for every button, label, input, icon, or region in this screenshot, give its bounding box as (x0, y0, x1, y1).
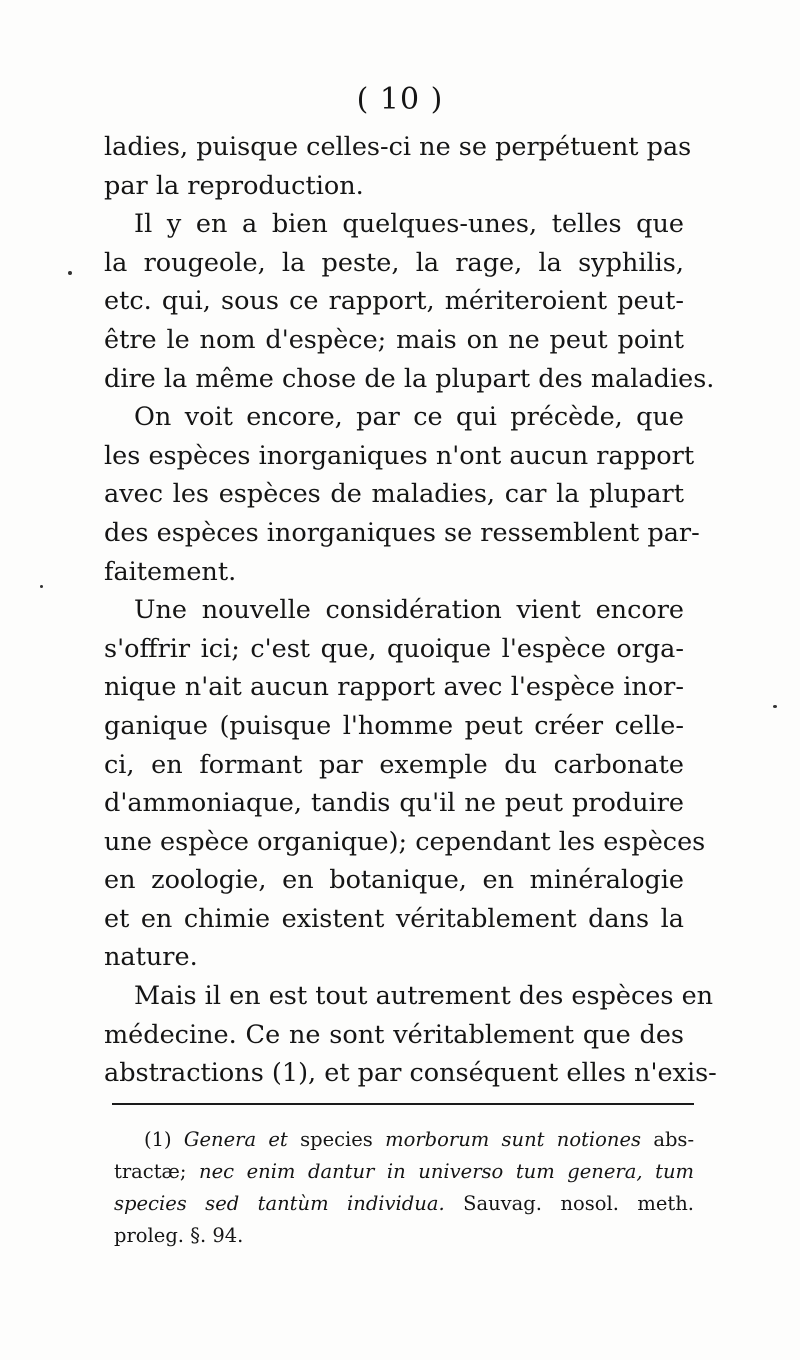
footnote-text: Sauvag. nosol. meth. (463, 1192, 694, 1215)
body-text (104, 128, 717, 1093)
footnote-line (114, 1124, 694, 1156)
margin-speck (773, 705, 777, 708)
text-line: dire la même chose de la plupart des maladies. (104, 363, 715, 394)
text-line: ci, en formant par exemple du carbonate (104, 749, 684, 780)
text-line: nature. (104, 942, 198, 973)
margin-speck (68, 271, 72, 275)
footnote-text: species sed tantùm individua. (114, 1192, 445, 1215)
text-line: en zoologie, en botanique, en minéralogie (104, 865, 684, 896)
footnote-text: abs- (653, 1128, 695, 1151)
footnote-text: species (300, 1128, 373, 1151)
text-line: Il y en a bien quelques-unes, telles que (134, 209, 684, 240)
text-line: une espèce organique); cependant les espèces (104, 826, 706, 857)
text-line: ladies, puisque celles-ci ne se perpétuent pas (104, 132, 692, 162)
text-line: faitement. (104, 556, 237, 587)
footnote-text: Genera (183, 1128, 257, 1151)
text-line: Une nouvelle considération vient encore (134, 595, 684, 626)
text-line: ganique (puisque l'homme peut créer celle- (104, 710, 684, 741)
text-line: la rougeole, la peste, la rage, la syphilis, (104, 247, 684, 278)
text-line: etc. qui, sous ce rapport, mériteroient peut- (104, 286, 684, 317)
footnote-marker: (1) (144, 1128, 172, 1151)
text-line: et en chimie existent véritablement dans la (104, 903, 684, 934)
footnote-text: nec enim dantur in universo tum genera, tum (199, 1160, 694, 1183)
text-line: On voit encore, par ce qui précède, que (134, 402, 684, 433)
text-line: les espèces inorganiques n'ont aucun rapport (104, 440, 695, 471)
text-line: avec les espèces de maladies, car la plupart (104, 479, 684, 510)
text-line: abstractions (1), et par conséquent elles n'exis- (104, 1058, 717, 1089)
page-number: ( 10 ) (356, 82, 444, 117)
margin-speck (40, 585, 43, 588)
footnote-divider (112, 1103, 694, 1105)
footnote-line (114, 1156, 694, 1188)
text-line: nique n'ait aucun rapport avec l'espèce inor- (104, 672, 684, 703)
footnote-text: et (268, 1128, 288, 1151)
text-line: des espèces inorganiques se ressemblent par- (104, 517, 700, 548)
text-line: être le nom d'espèce; mais on ne peut point (104, 324, 684, 355)
footnote-line (114, 1188, 694, 1220)
text-line: médecine. Ce ne sont véritablement que des (104, 1019, 684, 1050)
text-line: par la reproduction. (104, 170, 364, 201)
footnote-text: morborum sunt notiones (385, 1128, 642, 1151)
footnote (114, 1124, 694, 1252)
footnote-line: proleg. §. 94. (114, 1224, 244, 1247)
text-line: Mais il en est tout autrement des espèces en (134, 981, 714, 1012)
text-line: d'ammoniaque, tandis qu'il ne peut produire (104, 788, 684, 819)
footnote-text: tractæ; (114, 1160, 187, 1183)
text-line: s'offrir ici; c'est que, quoique l'espèce orga- (104, 633, 684, 664)
